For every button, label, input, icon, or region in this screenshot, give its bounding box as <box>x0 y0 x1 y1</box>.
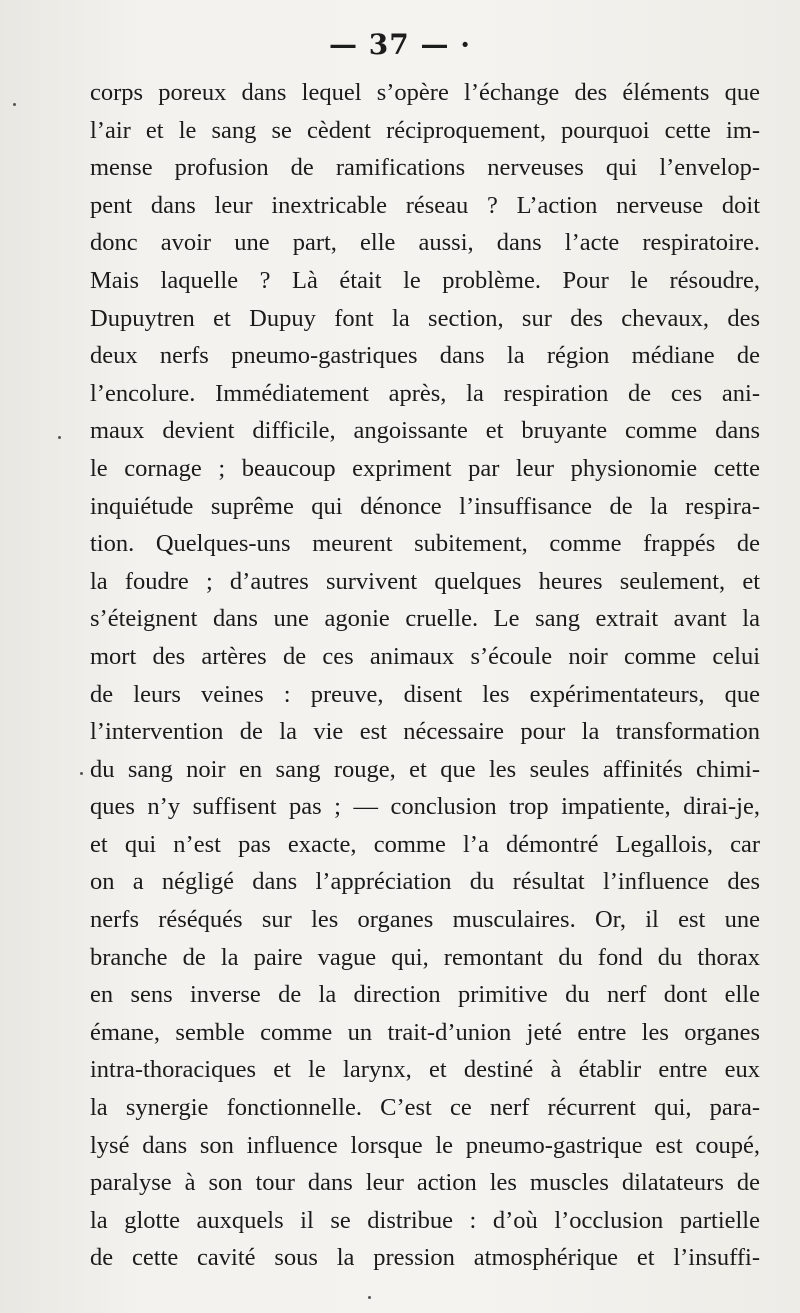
text-line: Mais laquelle ? Là était le problème. Pour le résoudre, <box>90 266 760 294</box>
text-line: et qui n’est pas exacte, comme l’a démontré Legallois, car <box>90 830 760 858</box>
text-line: le cornage ; beaucoup expriment par leur physionomie cette <box>90 454 760 482</box>
text-line: l’encolure. Immédiatement après, la respiration de ces ani- <box>90 379 760 407</box>
text-line: mort des artères de ces animaux s’écoule noir comme celui <box>90 642 760 670</box>
text-line: inquiétude suprême qui dénonce l’insuffisance de la respira- <box>90 492 760 520</box>
text-line: l’air et le sang se cèdent réciproquement, pourquoi cette im- <box>90 116 760 144</box>
text-line: s’éteignent dans une agonie cruelle. Le sang extrait avant la <box>90 605 760 633</box>
text-line: l’intervention de la vie est nécessaire pour la transformation <box>90 718 760 746</box>
text-line: en sens inverse de la direction primitive du nerf dont elle <box>90 981 760 1009</box>
text-line: de cette cavité sous la pression atmosphérique et l’insuffi- <box>90 1244 760 1272</box>
text-line: maux devient difficile, angoissante et bruyante comme dans <box>90 417 760 445</box>
ink-speck <box>58 436 61 439</box>
text-line: émane, semble comme un trait-d’union jeté entre les organes <box>90 1018 760 1046</box>
text-line: on a négligé dans l’appréciation du résultat l’influence des <box>90 868 760 896</box>
text-line: Dupuytren et Dupuy font la section, sur des chevaux, des <box>90 304 760 332</box>
ink-speck <box>80 772 83 775</box>
text-line: de leurs veines : preuve, disent les expérimentateurs, que <box>90 680 760 708</box>
text-line: du sang noir en sang rouge, et que les seules affinités chimi- <box>90 755 760 783</box>
text-line: ques n’y suffisent pas ; — conclusion trop impatiente, dirai-je, <box>90 793 760 821</box>
ink-speck <box>368 1296 371 1299</box>
text-line: pent dans leur inextricable réseau ? L’action nerveuse doit <box>90 191 760 219</box>
text-line: corps poreux dans lequel s’opère l’échange des éléments que <box>90 79 760 106</box>
text-line: lysé dans son influence lorsque le pneumo-gastrique est coupé, <box>90 1131 760 1159</box>
text-line: paralyse à son tour dans leur action les muscles dilatateurs de <box>90 1169 760 1197</box>
text-line: la foudre ; d’autres survivent quelques heures seulement, et <box>90 567 760 595</box>
ink-speck <box>13 103 16 106</box>
text-line: mense profusion de ramifications nerveuses qui l’envelop- <box>90 154 760 182</box>
text-line: donc avoir une part, elle aussi, dans l’acte respiratoire. <box>90 229 760 257</box>
text-line: branche de la paire vague qui, remontant du fond du thorax <box>90 943 760 971</box>
text-line: nerfs réséqués sur les organes musculaires. Or, il est une <box>90 906 760 934</box>
text-line: deux nerfs pneumo-gastriques dans la région médiane de <box>90 342 760 370</box>
text-line: la synergie fonctionnelle. C’est ce nerf récurrent qui, para- <box>90 1094 760 1122</box>
page-number: — 37 — · <box>329 28 471 61</box>
text-line: intra-thoraciques et le larynx, et destiné à établir entre eux <box>90 1056 760 1084</box>
body-text <box>90 74 760 1277</box>
text-line: la glotte auxquels il se distribue : d’où l’occlusion partielle <box>90 1206 760 1234</box>
text-line: tion. Quelques-uns meurent subitement, comme frappés de <box>90 530 760 558</box>
